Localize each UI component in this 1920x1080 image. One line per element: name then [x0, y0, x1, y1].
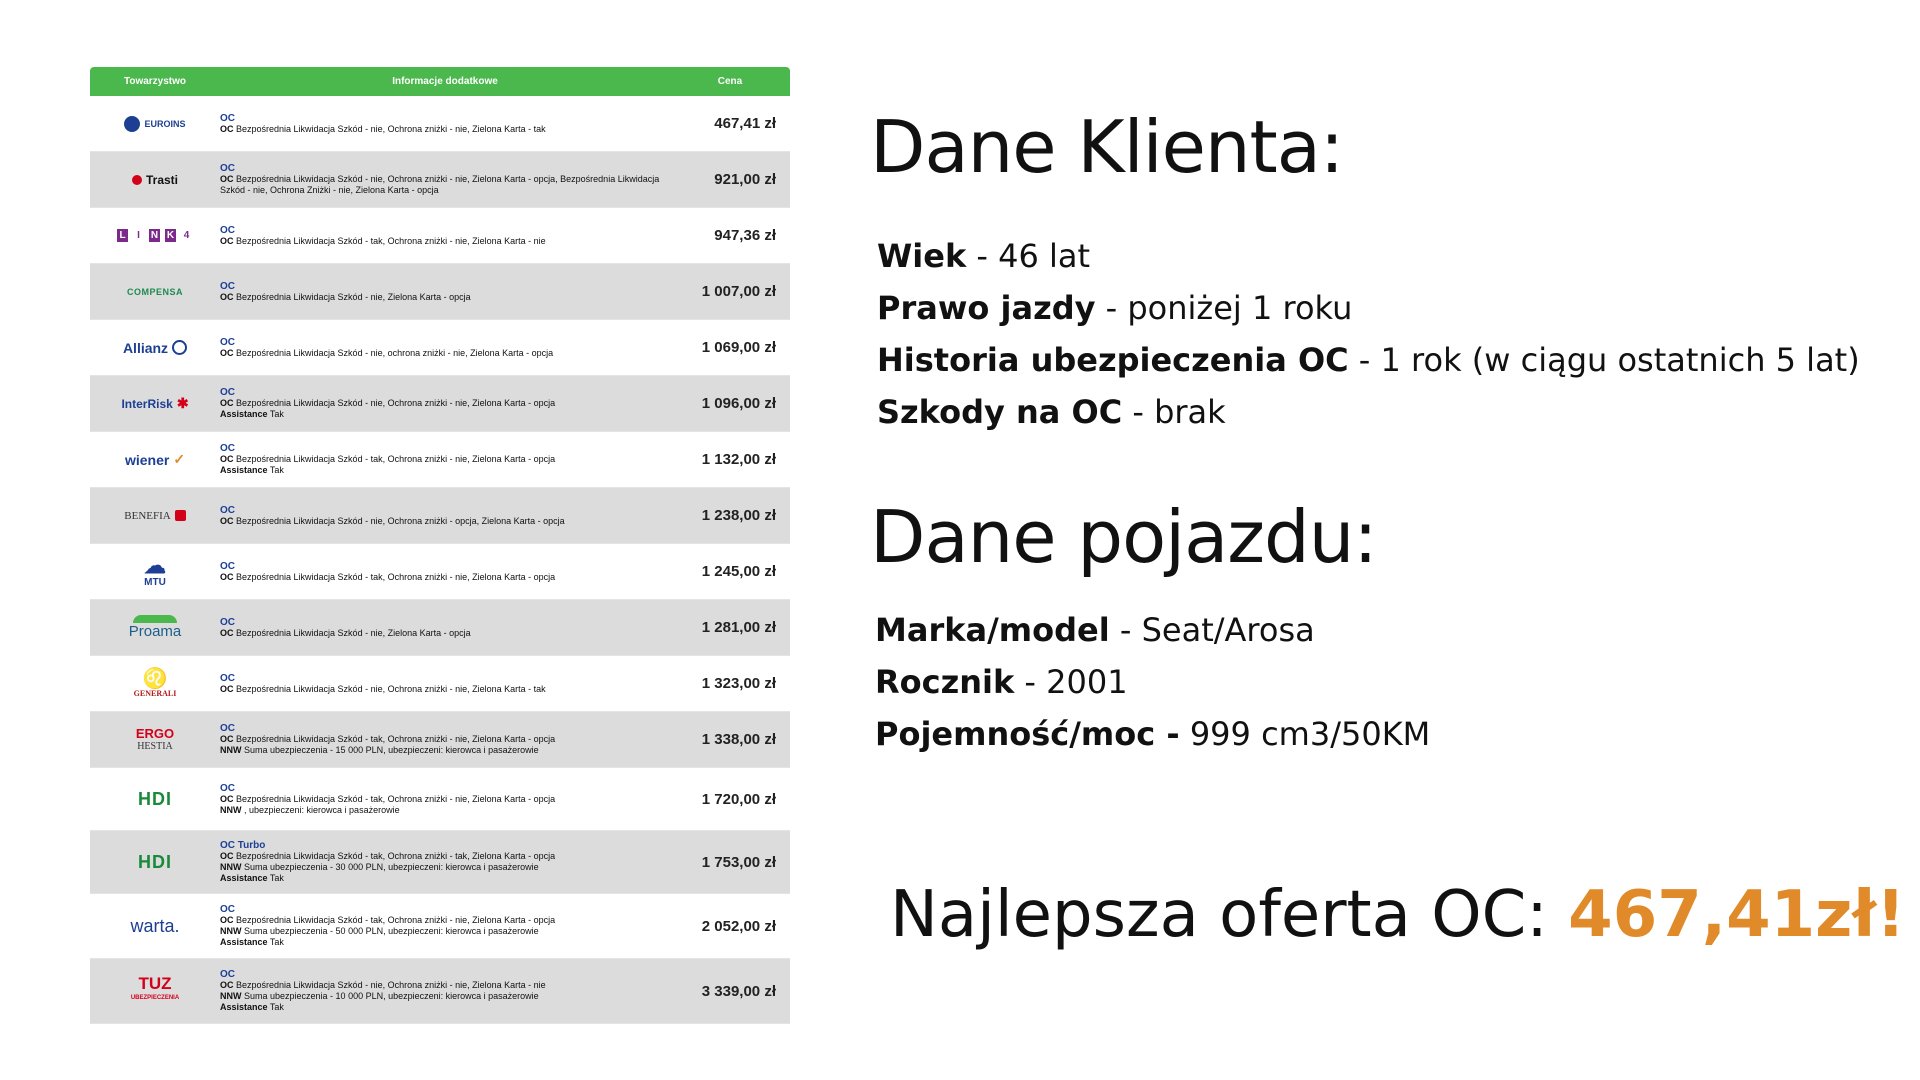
table-row: [90, 544, 790, 600]
client-heading: Dane Klienta:: [870, 105, 1344, 189]
euroins-logo: EUROINS: [90, 116, 220, 132]
client-license: Prawo jazdy - poniżej 1 roku: [877, 289, 1353, 327]
offer-price: 921,00 zł: [714, 171, 776, 188]
offer-price: 1 132,00 zł: [701, 451, 776, 468]
info-line: Assistance Tak: [220, 1002, 284, 1012]
offer-price: 3 339,00 zł: [701, 982, 776, 1000]
offer-title: OC: [220, 387, 235, 398]
info-line: Assistance Tak: [220, 937, 284, 947]
client-section: [870, 105, 1343, 189]
offer-price: 1 338,00 zł: [701, 731, 776, 748]
offer-title: OC: [220, 443, 235, 454]
info-line: OC Bezpośrednia Likwidacja Szkód - tak, Ochrona zniżki - nie, Zielona Karta - opcja: [220, 793, 556, 804]
info-line: NNW Suma ubezpieczenia - 10 000 PLN, ubezpieczeni: kierowca i pasażerowie: [220, 991, 539, 1001]
offer-title: OC: [220, 280, 235, 292]
table-row: [90, 376, 790, 432]
info-line: OC Bezpośrednia Likwidacja Szkód - nie, Zielona Karta - opcja: [220, 291, 471, 302]
info-line: NNW Suma ubezpieczenia - 30 000 PLN, ubezpieczeni: kierowca i pasażerowie: [220, 862, 539, 872]
offer-title: OC: [220, 672, 235, 684]
offer-title: OC: [220, 616, 235, 628]
info-line: Assistance Tak: [220, 465, 284, 475]
table-row: [90, 96, 790, 152]
offer-info: [220, 111, 670, 137]
table-body: [90, 96, 790, 1024]
table-row: [90, 432, 790, 488]
offer-title: OC: [220, 112, 235, 124]
offer-info: [220, 671, 670, 697]
table-row: [90, 600, 790, 656]
offer-price: 947,36 zł: [714, 227, 776, 244]
table-row: [90, 208, 790, 264]
table-row: [90, 894, 790, 959]
offer-title: OC: [220, 782, 235, 794]
offer-title: OC: [220, 969, 235, 980]
info-line: OC Bezpośrednia Likwidacja Szkód - tak, Ochrona zniżki - nie, Zielona Karta - opcja: [220, 915, 556, 925]
info-line: OC Bezpośrednia Likwidacja Szkód - nie, Ochrona zniżki - nie, Zielona Karta - opcja, Bezpośrednia Likwidacja Szkód - nie, Ochrona Zniżki - nie, Zielona Karta - opcja: [220, 174, 660, 195]
table-row: [90, 488, 790, 544]
offer-info: [220, 385, 670, 422]
vehicle-engine: Pojemność/moc - 999 cm3/50KM: [875, 715, 1431, 753]
offer-title: OC: [220, 904, 235, 915]
info-line: Assistance Tak: [220, 409, 284, 419]
offer-title: OC: [220, 163, 235, 174]
offer-title: OC: [220, 723, 235, 734]
offer-info: [220, 559, 670, 585]
table-row: [90, 959, 790, 1024]
info-line: OC Bezpośrednia Likwidacja Szkód - tak, Ochrona zniżki - nie, Zielona Karta - opcja: [220, 734, 556, 744]
offer-info: [220, 838, 670, 886]
header-price: Cena: [717, 76, 743, 87]
table-row: [90, 152, 790, 208]
trasti-logo: Trasti: [90, 173, 220, 187]
info-line: Assistance Tak: [220, 873, 284, 883]
offer-price: 467,41 zł: [714, 115, 776, 132]
best-offer-amount: 467,41zł!: [1568, 878, 1906, 952]
client-age: Wiek - 46 lat: [877, 237, 1091, 275]
offer-price: 1 238,00 zł: [701, 507, 776, 524]
offer-price: 1 096,00 zł: [701, 395, 776, 412]
offer-info: [220, 223, 670, 249]
offer-info: [220, 441, 670, 478]
wiener-logo: wiener ✓: [124, 451, 186, 468]
vehicle-model: Marka/model - Seat/Arosa: [875, 611, 1315, 649]
offers-table: [90, 67, 790, 1024]
offer-info: [220, 967, 670, 1015]
table-row: [90, 768, 790, 831]
offer-title: OC: [220, 336, 235, 348]
offer-price: 1 323,00 zł: [701, 675, 776, 692]
hdi-logo: HDI: [138, 851, 172, 872]
info-line: OC Bezpośrednia Likwidacja Szkód - tak, Ochrona zniżki - nie, Zielona Karta - nie: [220, 235, 546, 246]
offer-info: [220, 615, 670, 641]
allianz-logo: Allianz: [90, 340, 220, 356]
offer-info: [220, 335, 670, 361]
offer-info: [220, 781, 670, 818]
ergo-hestia-logo: ERGO HESTIA: [135, 725, 175, 752]
mtu-logo: ☁ MTU: [144, 553, 166, 588]
offer-info: [220, 902, 670, 950]
offer-price: 2 052,00 zł: [701, 917, 776, 935]
table-row: [90, 712, 790, 768]
info-line: OC Bezpośrednia Likwidacja Szkód - nie, Ochrona zniżki - nie, Zielona Karta - tak: [220, 123, 546, 134]
info-line: OC Bezpośrednia Likwidacja Szkód - tak, Ochrona zniżki - nie, Zielona Karta - opcja: [220, 571, 556, 582]
link4-logo: L I N K 4: [90, 229, 220, 242]
benefia-logo: BENEFIA: [90, 510, 220, 522]
offer-price: 1 753,00 zł: [701, 853, 776, 871]
offer-price: 1 720,00 zł: [701, 790, 776, 808]
info-line: OC Bezpośrednia Likwidacja Szkód - nie, Ochrona zniżki - nie, Zielona Karta - tak: [220, 683, 546, 694]
client-history: Historia ubezpieczenia OC - 1 rok (w ciągu ostatnich 5 lat): [877, 341, 1860, 379]
info-line: OC Bezpośrednia Likwidacja Szkód - nie, Ochrona zniżki - opcja, Zielona Karta - opcja: [220, 515, 565, 526]
info-line: OC Bezpośrednia Likwidacja Szkód - tak, Ochrona zniżki - tak, Zielona Karta - opcja: [220, 851, 556, 861]
vehicle-section: [870, 495, 1377, 579]
table-row: [90, 656, 790, 712]
vehicle-details: [875, 604, 1430, 760]
offer-info: [220, 503, 670, 529]
best-offer-label: Najlepsza oferta OC:: [890, 878, 1569, 952]
offer-price: 1 281,00 zł: [701, 619, 776, 636]
best-offer: [890, 878, 1905, 952]
proama-logo: Proama: [90, 615, 220, 640]
offer-price: 1 007,00 zł: [701, 283, 776, 300]
table-row: [90, 264, 790, 320]
offer-title: OC: [220, 504, 235, 516]
client-claims: Szkody na OC - brak: [877, 393, 1226, 431]
interrisk-logo: InterRisk ✱: [121, 395, 189, 411]
client-details: [877, 230, 1860, 438]
compensa-logo: COMPENSA: [126, 286, 183, 297]
offer-info: [220, 721, 670, 758]
offer-price: 1 069,00 zł: [701, 339, 776, 356]
info-line: OC Bezpośrednia Likwidacja Szkód - tak, Ochrona zniżki - nie, Zielona Karta - opcja: [220, 454, 556, 464]
hdi-logo: HDI: [138, 788, 172, 809]
offer-title: OC Turbo: [220, 840, 266, 851]
info-line: NNW Suma ubezpieczenia - 50 000 PLN, ubezpieczeni: kierowca i pasażerowie: [220, 926, 539, 936]
header-info: Informacje dodatkowe: [392, 76, 498, 87]
generali-logo: ♌ GENERALI: [133, 668, 177, 698]
info-line: NNW , ubezpieczeni: kierowca i pasażerowie: [220, 804, 400, 815]
offer-title: OC: [220, 560, 235, 572]
table-header: [90, 67, 790, 96]
offer-title: OC: [220, 224, 235, 236]
vehicle-year: Rocznik - 2001: [875, 663, 1128, 701]
info-line: OC Bezpośrednia Likwidacja Szkód - nie, Ochrona zniżki - nie, Zielona Karta - nie: [220, 980, 546, 990]
offer-price: 1 245,00 zł: [701, 563, 776, 580]
table-row: [90, 320, 790, 376]
info-line: NNW Suma ubezpieczenia - 15 000 PLN, ubezpieczeni: kierowca i pasażerowie: [220, 745, 539, 755]
warta-logo: warta.: [130, 915, 180, 936]
offer-info: [220, 279, 670, 305]
offer-info: [220, 161, 670, 198]
header-company: Towarzystwo: [123, 76, 187, 87]
info-line: OC Bezpośrednia Likwidacja Szkód - nie, ochrona zniżki - nie, Zielona Karta - opcja: [220, 347, 554, 358]
table-row: [90, 831, 790, 894]
vehicle-heading: Dane pojazdu:: [870, 495, 1377, 579]
info-line: OC Bezpośrednia Likwidacja Szkód - nie, Ochrona zniżki - nie, Zielona Karta - opcja: [220, 398, 556, 408]
info-line: OC Bezpośrednia Likwidacja Szkód - nie, Zielona Karta - opcja: [220, 627, 471, 638]
tuz-logo: TUZ UBEZPIECZENIA: [130, 974, 180, 1001]
